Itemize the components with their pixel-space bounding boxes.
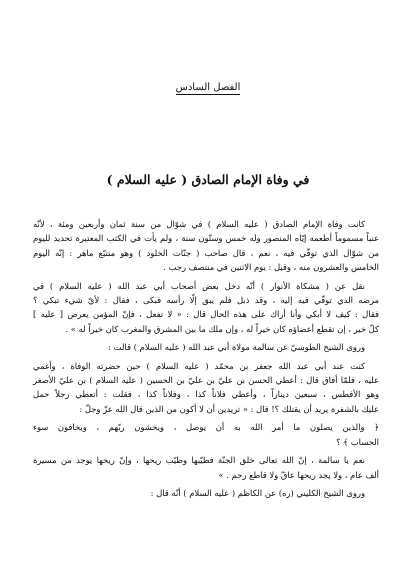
line-text: عليه ، فلمّا أفاق قال : أعطي الحسن بن عليّ بن عليّ بن الحسين ( عليه السلام ) بن عليّ الأصغر [33, 375, 379, 386]
line-text: نقل عن ( مشكاة الأنوار ) أنّه دخل بعض أصحاب أبي عبد الله ( عليه السلام ) في [33, 280, 365, 291]
line-text: وهو الأفطس ، سبعين ديناراً ، وأعطي فلاناً كذا ، وفلاناً كذا ، فقلت : أتعطي رجلاً حمل [33, 389, 379, 400]
line-text: وروى الشيخ الطوسيّ عن سالمة مولاة أبي عبد الله ( عليه السلام ) قالت : [108, 342, 365, 353]
text-line [33, 307, 379, 321]
text-line [33, 359, 379, 373]
text-line [33, 340, 379, 354]
paragraph-p2 [33, 279, 379, 337]
section-header [0, 82, 416, 93]
text-line [33, 453, 379, 467]
text-line [33, 293, 379, 307]
paragraph-p5 [33, 420, 379, 449]
paragraph-p4 [33, 359, 379, 417]
text-line [33, 217, 379, 231]
line-text: ألف عام ، ولا يجد ريحها عاقّ ولا قاطع رحم . » [218, 469, 379, 480]
chapter-title: في وفاة الإمام الصادق ( عليه السلام ) [106, 172, 310, 187]
line-text: من شوّال الذي توفّي فيه ، نعم ، قال صاحب ( جنّات الخلود ) وهو متتبّع ماهر : إنّه اليوم [33, 247, 379, 258]
text-line [33, 435, 379, 449]
line-text: نعم يا سالمة ، إنّ الله تعالى خلق الجنّة فطيّبها وطيّب ريحها ، وإنّ ريحها يوجد من مسيرة [33, 455, 365, 466]
section-label: الفصل السادس [175, 82, 241, 93]
text-line [33, 246, 379, 260]
paragraph-p6 [33, 453, 379, 482]
text-line [33, 402, 379, 416]
line-text: مرضه الذي توفّي فيه إليه ، وقد ذبل فلم يبق إلّا رأسه فبكى ، فقال : لأيّ شيء تبكي ؟ [33, 295, 379, 306]
line-text: كنت عند أبي عبد الله جعفر بن محمّد ( عليه السلام ) حين حضرته الوفاة ، وأغمي [33, 360, 365, 371]
line-text: الحساب ﴾ ؟ [336, 436, 379, 447]
text-line [33, 373, 379, 387]
text-line [33, 486, 379, 500]
text-line [33, 468, 379, 482]
paragraph-p1 [33, 217, 379, 275]
body-text [33, 217, 379, 500]
line-text: كانت وفاة الإمام الصادق ( عليه السلام ) في شوّال من سنة ثمان وأربعين ومئة ، لأنّه [33, 219, 365, 229]
text-line [33, 231, 379, 245]
line-text: ﴿ والذين يصلون ما أمر الله به أن يوصل ، ويخشون ربّهم ، ويخافون سوء [33, 422, 379, 433]
text-line [33, 322, 379, 336]
text-line [33, 387, 379, 401]
line-text: عليك بالشفرة يريد أن يقتلك ؟! قال : « تريدين أن لا أكون من الذين قال الله عزّ وجلّ : [79, 403, 379, 414]
text-line [33, 279, 379, 293]
line-text: وروى الشيخ الكليني (ره) عن الكاظم ( عليه السلام ) أنّه قال : [150, 487, 365, 498]
text-line [33, 260, 379, 274]
line-text: عنباً مسموماً أطعمه إيّاه المنصور وله خمس وستّون سنة ، ولم يأت في الكتب المعتبرة تحديد لليوم [33, 233, 379, 244]
line-text: الخامس والعشرون منه ، وقيل : يوم الاثنين في منتصف رجب . [163, 262, 379, 273]
line-text: كلّ خير ، إن تقطع أعضاؤه كان خيراً له ، وإن ملك ما بين المشرق والمغرب كان خيراً له » . [65, 323, 379, 334]
paragraph-p7 [33, 486, 379, 500]
paragraph-p3 [33, 340, 379, 354]
line-text: فقال : كيف لا أبكي وأنا أراك على هذه الحال قال : « لا تفعل ، فإنّ المؤمن يعرض [ عليه ] [33, 309, 379, 320]
text-line [33, 420, 379, 434]
